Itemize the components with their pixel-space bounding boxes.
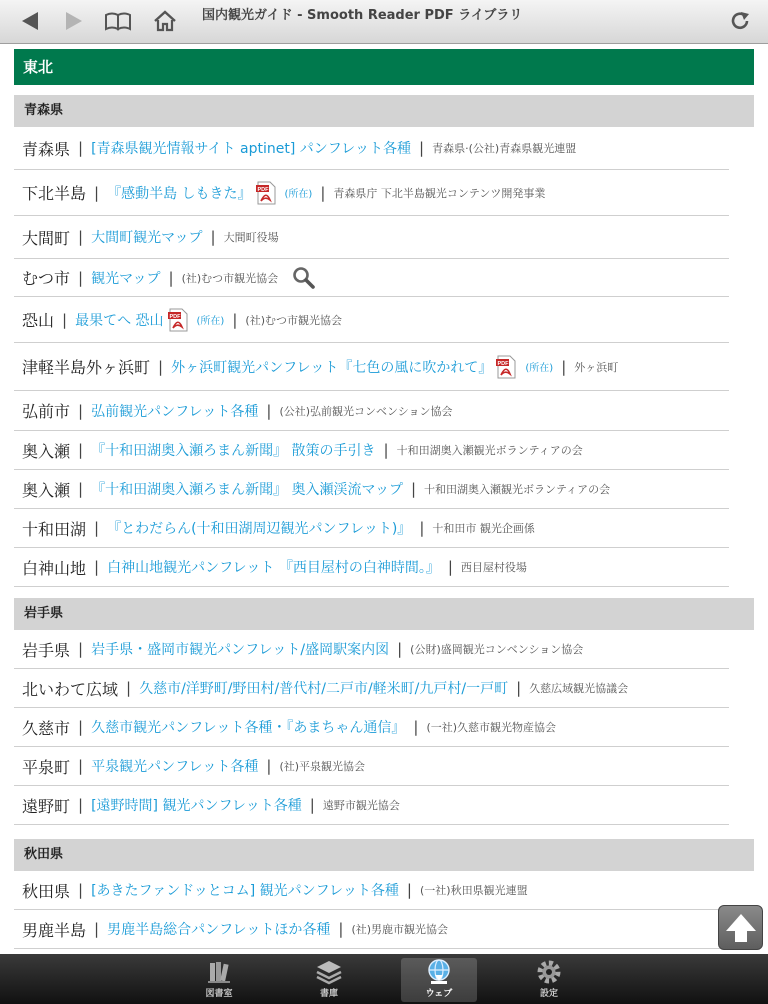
publisher-name: 青森県·(公社)青森県観光連盟 [432,142,577,155]
list-item [14,391,729,431]
location-link[interactable]: (所在) [284,189,313,200]
location-link[interactable]: (所在) [196,316,225,327]
svg-text:PDF: PDF [497,360,509,367]
separator: | [78,401,84,420]
tab-label: 図書室 [205,989,233,999]
stack-icon [315,959,343,985]
place-name: 北いわて広域 [22,679,119,699]
separator: | [78,268,84,287]
list-item [14,548,729,587]
separator: | [168,268,174,287]
pamphlet-link[interactable]: 『感動半島 しもきた』 [107,185,252,202]
publisher-name: 久慈広域観光協議会 [529,682,629,695]
separator: | [158,357,164,376]
svg-text:PDF: PDF [257,186,269,193]
list-item [14,708,729,747]
pamphlet-link[interactable]: 『十和田湖奥入瀬ろまん新聞』 奥入瀬渓流マップ [91,482,403,498]
separator: | [94,558,100,576]
separator: | [338,920,344,938]
list-item [14,343,729,391]
forward-arrow-icon [63,10,85,32]
list-item [14,910,729,949]
pamphlet-link[interactable]: 『十和田湖奥入瀬ろまん新聞』 散策の手引き [91,443,376,459]
list-item [14,669,729,708]
up-arrow-icon [724,911,758,945]
tab-stacks[interactable] [291,958,367,1002]
publisher-name: 大間町役場 [223,231,279,244]
place-name: 男鹿半島 [22,920,87,940]
publisher-name: (一社)久慈市観光物産協会 [426,721,557,734]
place-name: 白神山地 [22,558,87,578]
pamphlet-link[interactable]: 久慈市観光パンフレット各種・『あまちゃん通信』 [91,720,406,736]
separator: | [447,558,453,576]
publisher-name: (社)平泉観光協会 [279,760,366,773]
top-toolbar [0,0,768,44]
place-name: 十和田湖 [22,519,87,539]
separator: | [78,480,84,498]
place-name: 下北半島 [22,184,87,203]
separator: | [561,357,567,376]
list-item [14,127,729,170]
publisher-name: 十和田湖奥入瀬観光ボランティアの会 [424,483,611,496]
place-name: 秋田県 [22,881,71,901]
pamphlet-link[interactable]: 久慈市/洋野町/野田村/普代村/二戸市/軽米町/九戸村/一戸町 [139,681,509,697]
tab-settings[interactable] [511,958,587,1002]
pamphlet-link[interactable]: 外ヶ浜町観光パンフレット『七色の風に吹かれて』 [171,359,493,376]
separator: | [266,757,272,775]
separator: | [320,183,326,202]
pamphlet-link[interactable]: [遠野時間] 観光パンフレット各種 [91,798,302,814]
separator: | [419,519,425,537]
gear-icon [535,958,563,986]
list-item [14,509,729,548]
back-arrow-icon [19,10,41,32]
separator: | [78,757,84,775]
pdf-icon[interactable] [255,181,277,205]
place-name: 弘前市 [22,402,71,421]
separator: | [309,796,315,814]
list-item [14,259,729,297]
separator: | [78,796,84,814]
open-book-icon [104,10,132,32]
page-title: 国内観光ガイド - Smooth Reader PDF ライブラリ [202,8,523,23]
search-icon[interactable] [292,266,316,290]
tab-web[interactable] [401,958,477,1002]
tab-label: 書庫 [319,989,338,999]
globe-download-icon [425,958,453,986]
separator: | [126,679,132,697]
separator: | [62,310,68,329]
place-name: 青森県 [22,139,71,159]
pamphlet-link[interactable]: [あきたファンドッとコム] 観光パンフレット各種 [91,883,399,899]
tab-bar [0,954,768,1004]
place-name: 奥入瀬 [22,480,71,500]
tab-label: 設定 [539,989,558,999]
separator: | [78,139,84,157]
place-name: 平泉町 [22,757,71,777]
pamphlet-link[interactable]: 弘前観光パンフレット各種 [91,403,259,420]
pamphlet-link[interactable]: 最果てへ 恐山 [75,312,164,329]
pamphlet-link[interactable]: 大間町観光マップ [91,230,203,246]
place-name: 大間町 [22,228,71,248]
pamphlet-link[interactable]: 観光マップ [91,270,161,287]
place-name: 遠野町 [22,796,71,816]
list-item [14,297,729,343]
publisher-name: 青森県庁 下北半島観光コンテンツ開発事業 [333,186,546,200]
place-name: 津軽半島外ヶ浜町 [22,358,151,377]
prefecture-header: 秋田県 [14,839,754,871]
separator: | [210,228,216,246]
prefecture-header: 岩手県 [14,598,754,630]
separator: | [78,640,84,658]
library-icon [206,959,232,985]
place-name: 岩手県 [22,640,71,660]
pamphlet-link[interactable]: 平泉観光パンフレット各種 [91,759,259,775]
pamphlet-link[interactable]: [青森県観光情報サイト aptinet] パンフレット各種 [91,141,412,157]
publisher-name: 遠野市観光協会 [322,799,400,812]
home-icon [152,9,178,33]
place-name: むつ市 [22,269,71,288]
separator: | [383,441,389,459]
publisher-name: (社)むつ市観光協会 [245,313,342,327]
list-item [14,470,729,509]
publisher-name: (社)むつ市観光協会 [181,271,279,285]
list-item [14,747,729,786]
pamphlet-link[interactable]: 男鹿半島総合パンフレットほか各種 [107,922,331,938]
list-item [14,630,729,669]
publisher-name: (社)男鹿市観光協会 [351,923,449,936]
publisher-name: (公財)盛岡観光コンベンション協会 [410,643,584,656]
pdf-icon[interactable] [167,308,189,332]
place-name: 奥入瀬 [22,441,71,461]
publisher-name: 十和田市 観光企画係 [432,522,535,535]
publisher-name: 西目屋村役場 [460,561,527,574]
svg-text:PDF: PDF [169,313,181,320]
list-item [14,871,729,910]
pamphlet-link[interactable]: 白神山地観光パンフレット 『西目屋村の白神時間。』 [107,560,440,576]
guide-content [0,44,768,954]
pdf-icon[interactable] [495,355,517,379]
separator: | [94,519,100,537]
forward-button[interactable] [58,6,90,36]
separator: | [78,228,84,246]
location-link[interactable]: (所在) [525,363,554,374]
list-item [14,431,729,470]
separator: | [232,310,238,329]
book-button[interactable] [102,6,134,36]
tab-label: ウェブ [425,989,453,999]
publisher-name: (一社)秋田県観光連盟 [419,884,528,897]
list-item [14,216,729,259]
publisher-name: 外ヶ浜町 [574,360,619,374]
list-item [14,170,729,216]
separator: | [78,881,84,899]
separator: | [419,139,425,157]
separator: | [94,920,100,938]
separator: | [406,881,412,899]
tab-library[interactable] [181,958,257,1002]
reload-icon [729,10,751,32]
separator: | [397,640,403,658]
reload-button[interactable] [724,6,756,36]
separator: | [516,679,522,697]
pamphlet-link[interactable]: 『とわだらん(十和田湖周辺観光パンフレット)』 [107,521,412,537]
separator: | [78,441,84,459]
separator: | [78,718,84,736]
pamphlet-link[interactable]: 岩手県・盛岡市観光パンフレット/盛岡駅案内図 [91,642,390,658]
separator: | [413,718,419,736]
place-name: 恐山 [22,311,55,330]
separator: | [266,401,272,420]
prefecture-header: 青森県 [14,95,754,127]
scroll-top-button[interactable] [718,905,763,950]
publisher-name: 十和田湖奥入瀬観光ボランティアの会 [396,444,583,457]
list-item [14,786,729,825]
place-name: 久慈市 [22,718,71,738]
separator: | [94,183,100,202]
home-button[interactable] [149,6,181,36]
region-header: 東北 [14,49,754,85]
separator: | [410,480,417,498]
back-button[interactable] [14,6,46,36]
publisher-name: (公社)弘前観光コンベンション協会 [279,404,453,418]
